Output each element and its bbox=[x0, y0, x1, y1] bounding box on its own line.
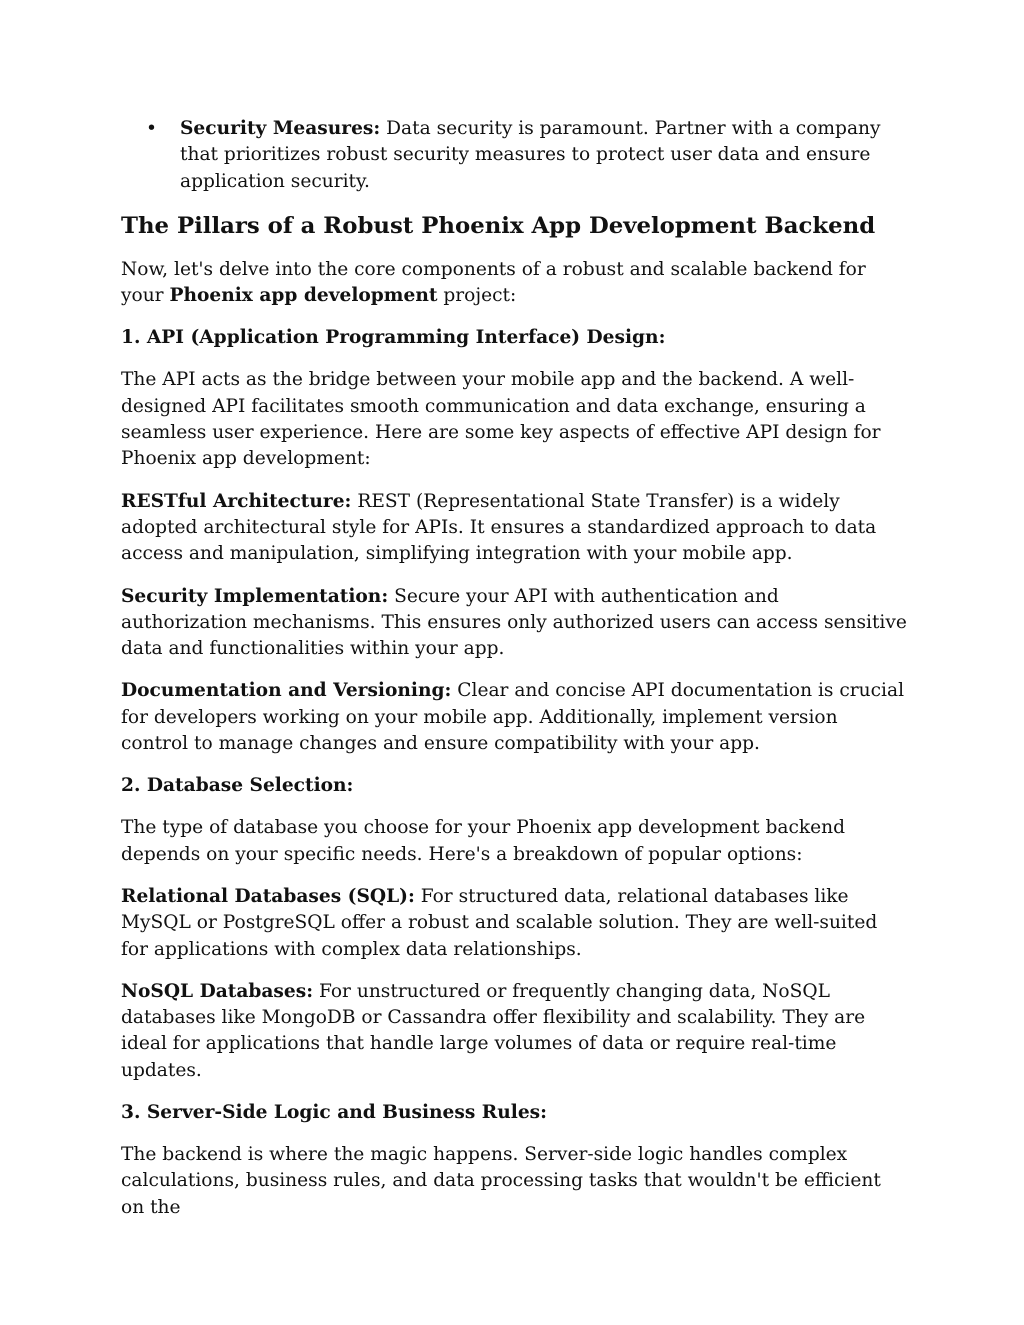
api-item-documentation bbox=[121, 678, 907, 757]
section-intro-after: project: bbox=[437, 285, 517, 307]
api-item-restful bbox=[121, 489, 907, 568]
bullet-dot-icon: • bbox=[146, 118, 157, 139]
database-item-sql bbox=[121, 884, 907, 963]
section-intro-before: Now, let's delve into the core components of a robust and scalable backend for your bbox=[121, 258, 866, 307]
database-item-text: For unstructured or frequently changing data, NoSQL databases like MongoDB or Cassandra offer flexibility and scalability. They are ideal for applications that handle large volumes of data or require real-time updates. bbox=[121, 980, 866, 1081]
api-item-text: Clear and concise API documentation is crucial for developers working on your mobile app. Additionally, implement version control to manage changes and ensure compatibility with your app. bbox=[121, 680, 905, 755]
database-item-nosql bbox=[121, 979, 907, 1084]
database-item-term: Relational Databases (SQL): bbox=[121, 885, 415, 907]
api-heading: 1. API (Application Programming Interface) Design: bbox=[121, 327, 666, 349]
section-title: The Pillars of a Robust Phoenix App Development Backend bbox=[121, 212, 876, 239]
section-intro bbox=[121, 257, 907, 310]
bullet-security-measures bbox=[121, 116, 907, 195]
api-intro: The API acts as the bridge between your mobile app and the backend. A well-designed API facilitates smooth communication and data exchange, ensuring a seamless user experience. Here are some key aspects of effective API design for Phoenix app development: bbox=[121, 369, 881, 470]
server-intro: The backend is where the magic happens. Server-side logic handles complex calculations, business rules, and data processing tasks that wouldn't be efficient on the bbox=[121, 1144, 881, 1218]
bullet-term: Security Measures: bbox=[180, 118, 381, 139]
api-item-text: Secure your API with authentication and authorization mechanisms. This ensures only authorized users can access sensitive data and functionalities within your app. bbox=[121, 585, 907, 660]
database-intro: The type of database you choose for your Phoenix app development backend depends on your specific needs. Here's a breakdown of popular options: bbox=[121, 817, 846, 865]
api-item-security bbox=[121, 584, 907, 663]
document-page bbox=[121, 116, 907, 1221]
section-intro-bold: Phoenix app development bbox=[169, 285, 438, 307]
bullet-text: Data security is paramount. Partner with a company that prioritizes robust security measures to protect user data and ensure application security. bbox=[180, 118, 881, 192]
server-heading: 3. Server-Side Logic and Business Rules: bbox=[121, 1102, 547, 1124]
api-item-term: Documentation and Versioning: bbox=[121, 680, 452, 702]
api-item-text: REST (Representational State Transfer) is a widely adopted architectural style for APIs. It ensures a standardized approach to data access and manipulation, simplifying integration with your mobile app. bbox=[121, 490, 877, 565]
bullet-list bbox=[121, 116, 907, 195]
database-item-text: For structured data, relational databases like MySQL or PostgreSQL offer a robust and scalable solution. They are well-suited for applications with complex data relationships. bbox=[121, 885, 878, 960]
api-item-term: RESTful Architecture: bbox=[121, 490, 352, 512]
api-item-term: Security Implementation: bbox=[121, 585, 389, 607]
database-item-term: NoSQL Databases: bbox=[121, 980, 314, 1002]
database-heading: 2. Database Selection: bbox=[121, 775, 354, 797]
